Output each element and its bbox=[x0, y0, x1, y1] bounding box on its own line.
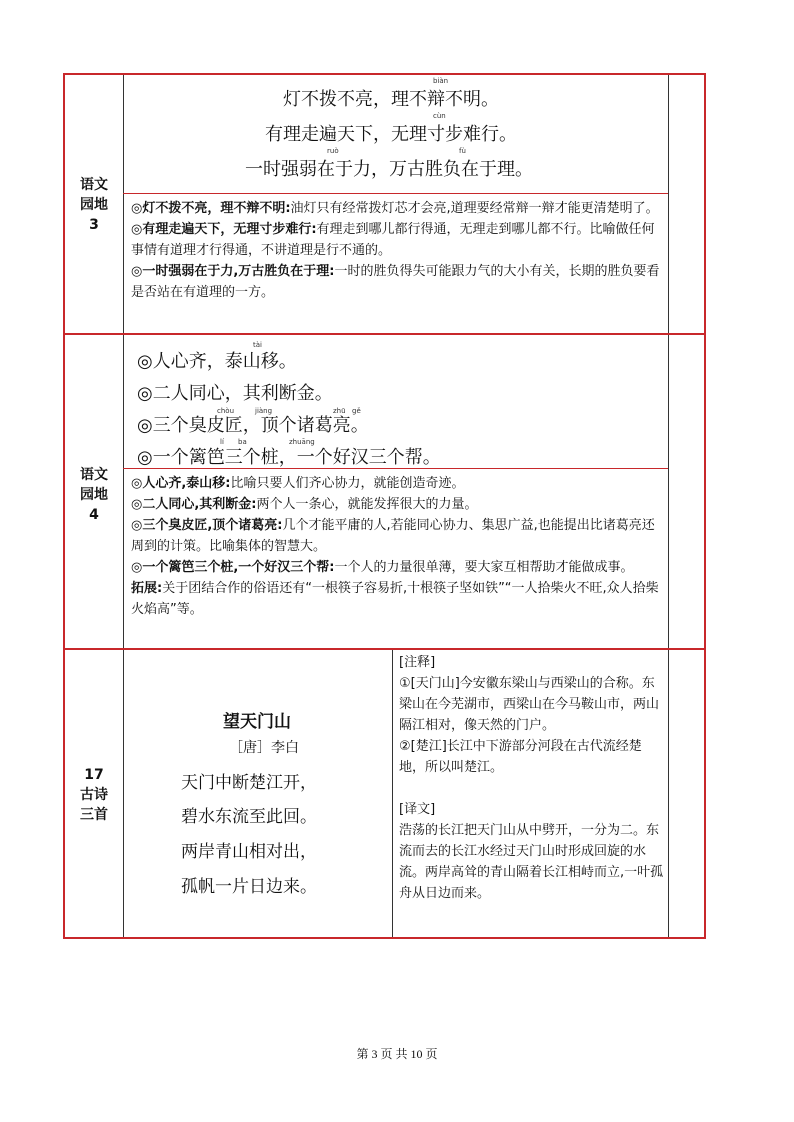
column-divider-label bbox=[123, 75, 124, 937]
pinyin-annotation: cùn bbox=[433, 112, 446, 120]
pinyin-annotation: ruò bbox=[327, 147, 339, 155]
poem-author: ［唐］李白 bbox=[229, 740, 299, 756]
proverb-line: 一时强弱在于力，万古胜负在于理。 bbox=[245, 159, 533, 180]
poem-title: 望天门山 bbox=[223, 712, 291, 732]
pinyin-annotation: lí bbox=[220, 438, 224, 446]
extension-item: 拓展:关于团结合作的俗语还有“一根筷子容易折,十根筷子坚如铁”“一人拾柴火不旺,众人拾柴火焰高”等。 bbox=[131, 581, 659, 617]
poem-line: 天门中断楚江开， bbox=[181, 773, 317, 793]
note-item: ②[楚江]长江中下游部分河段在古代流经楚地，所以叫楚江。 bbox=[399, 739, 642, 775]
pinyin-annotation: zhū bbox=[333, 407, 346, 415]
section-divider-1 bbox=[65, 333, 704, 335]
poem-line: 碧水东流至此回。 bbox=[181, 807, 317, 827]
pinyin-annotation: tài bbox=[253, 341, 262, 349]
proverb-line: 有理走遍天下，无理寸步难行。 bbox=[265, 124, 517, 145]
explanation-item: ◎三个臭皮匠,顶个诸葛亮:几个才能平庸的人,若能同心协力、集思广益,也能提出比诸葛亮还周到的计策。比喻集体的智慧大。 bbox=[131, 518, 655, 554]
worksheet-table bbox=[63, 73, 706, 939]
pinyin-annotation: biàn bbox=[433, 77, 449, 85]
column-divider-poem bbox=[392, 648, 393, 937]
poem-notes bbox=[399, 652, 665, 904]
explanations-3 bbox=[131, 198, 661, 303]
section-divider-2 bbox=[65, 648, 704, 650]
section-label-4: 语文 园地 4 bbox=[80, 467, 108, 523]
explanation-item: ◎二人同心,其利断金:两个人一条心，就能发挥很大的力量。 bbox=[131, 497, 478, 512]
page-footer: 第 3 页 共 10 页 bbox=[356, 1047, 438, 1061]
pinyin-annotation: fù bbox=[459, 147, 466, 155]
column-divider-right bbox=[668, 75, 669, 937]
spacer bbox=[399, 778, 665, 799]
proverb-line: ◎三个臭皮匠，顶个诸葛亮。 bbox=[137, 415, 369, 436]
explanation-item: ◎人心齐,泰山移:比喻只要人们齐心协力，就能创造奇迹。 bbox=[131, 476, 465, 491]
notes-heading: [注释] bbox=[399, 655, 436, 670]
proverb-line: ◎二人同心，其利断金。 bbox=[137, 383, 333, 404]
translation-heading: [译文] bbox=[399, 802, 436, 817]
explanation-item: ◎一个篱笆三个桩,一个好汉三个帮:一个人的力量很单薄，要大家互相帮助才能做成事。 bbox=[131, 560, 634, 575]
pinyin-annotation: jiàng bbox=[255, 407, 273, 415]
explanation-item: ◎灯不拨不亮，理不辩不明:油灯只有经常拨灯芯才会亮,道理要经常辩一辩才能更清楚明了。 bbox=[131, 201, 659, 216]
pinyin-annotation: gě bbox=[352, 407, 361, 415]
section-label-3: 语文 园地 3 bbox=[80, 177, 108, 233]
explanation-item: ◎有理走遍天下，无理寸步难行:有理走到哪儿都行得通，无理走到哪儿都不行。比喻做任何事情有道理才行得通，不讲道理是行不通的。 bbox=[131, 222, 655, 258]
pinyin-annotation: chòu bbox=[217, 407, 235, 415]
proverb-line: ◎人心齐，泰山移。 bbox=[137, 351, 297, 372]
proverb-line: 灯不拨不亮，理不辩不明。 bbox=[283, 89, 499, 110]
translation-text: 浩荡的长江把天门山从中劈开，一分为二。东流而去的长江水经过天门山时形成回旋的水流。两岸高耸的青山隔着长江相峙而立,一叶孤舟从日边而来。 bbox=[399, 823, 664, 901]
section-label-17: 17 古诗 三首 bbox=[80, 767, 108, 823]
pinyin-annotation: ba bbox=[238, 438, 247, 446]
pinyin-annotation: zhuāng bbox=[289, 438, 315, 446]
note-item: ①[天门山]今安徽东梁山与西梁山的合称。东梁山在今芜湖市，西梁山在今马鞍山市，两山隔江相对，像天然的门户。 bbox=[399, 676, 660, 733]
inner-divider-1 bbox=[123, 193, 668, 194]
explanation-item: ◎一时强弱在于力,万古胜负在于理:一时的胜负得失可能跟力气的大小有关，长期的胜负要看是否站在有道理的一方。 bbox=[131, 264, 660, 300]
poem-line: 孤帆一片日边来。 bbox=[181, 877, 317, 897]
poem-line: 两岸青山相对出， bbox=[181, 842, 317, 862]
proverb-line: ◎一个篱笆三个桩，一个好汉三个帮。 bbox=[137, 447, 441, 468]
explanations-4 bbox=[131, 473, 661, 620]
